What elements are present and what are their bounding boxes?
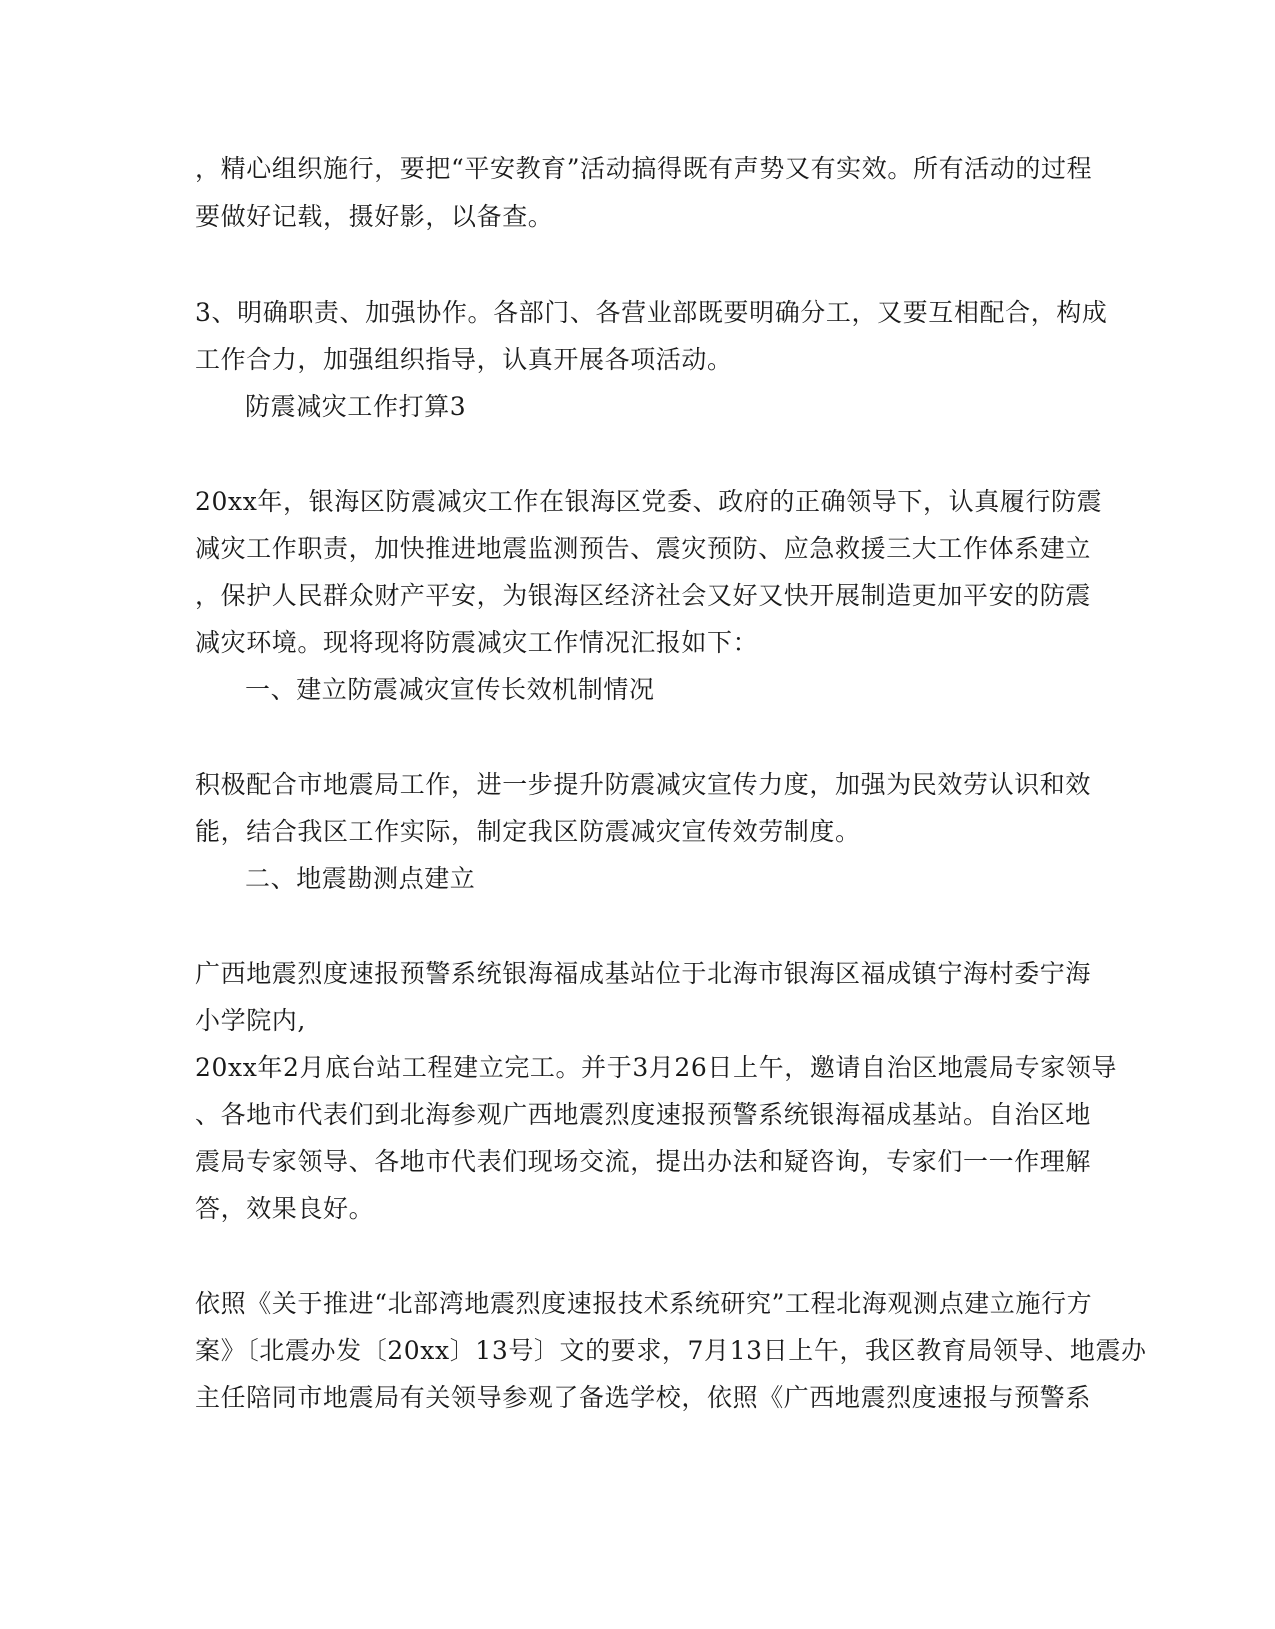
paragraph-line: 减灾工作职责，加快推进地震监测预告、震灾预防、应急救援三大工作体系建立 — [195, 534, 1092, 563]
section-heading: 防震减灾工作打算3 — [245, 392, 467, 421]
paragraph-line: 震局专家领导、各地市代表们现场交流，提出办法和疑咨询，专家们一一作理解 — [195, 1147, 1092, 1176]
paragraph-line: 主任陪同市地震局有关领导参观了备选学校，依照《广西地震烈度速报与预警系 — [195, 1383, 1092, 1412]
paragraph-line: 20xx年2月底台站工程建立完工。并于3月26日上午，邀请自治区地震局专家领导 — [195, 1053, 1118, 1082]
paragraph-line: 3、明确职责、加强协作。各部门、各营业部既要明确分工，又要互相配合，构成 — [195, 298, 1108, 327]
paragraph-line: ，精心组织施行，要把“平安教育”活动搞得既有声势又有实效。所有活动的过程 — [195, 154, 1093, 183]
paragraph-line: 工作合力，加强组织指导，认真开展各项活动。 — [195, 345, 733, 374]
paragraph-line: 答，效果良好。 — [195, 1194, 375, 1223]
paragraph-line: 案》〔北震办发〔20xx〕13号〕文的要求，7月13日上午，我区教育局领导、地震办 — [195, 1336, 1147, 1365]
paragraph-line: 减灾环境。现将现将防震减灾工作情况汇报如下： — [195, 628, 759, 657]
paragraph-line: 小学院内, — [195, 1006, 306, 1035]
paragraph-line: ，保护人民群众财产平安，为银海区经济社会又好又快开展制造更加平安的防震 — [195, 581, 1092, 610]
section-heading: 二、地震勘测点建立 — [245, 864, 476, 893]
paragraph-line: 依照《关于推进“北部湾地震烈度速报技术系统研究”工程北海观测点建立施行方 — [195, 1289, 1093, 1318]
paragraph-line: 能，结合我区工作实际，制定我区防震减灾宣传效劳制度。 — [195, 817, 861, 846]
paragraph-line: 积极配合市地震局工作，进一步提升防震减灾宣传力度，加强为民效劳认识和效 — [195, 770, 1092, 799]
section-heading: 一、建立防震减灾宣传长效机制情况 — [245, 675, 655, 704]
paragraph-line: 20xx年，银海区防震减灾工作在银海区党委、政府的正确领导下，认真履行防震 — [195, 487, 1103, 516]
paragraph-line: 、各地市代表们到北海参观广西地震烈度速报预警系统银海福成基站。自治区地 — [195, 1100, 1092, 1129]
paragraph-line: 广西地震烈度速报预警系统银海福成基站位于北海市银海区福成镇宁海村委宁海 — [195, 959, 1092, 988]
paragraph-line: 要做好记载，摄好影，以备查。 — [195, 202, 554, 231]
